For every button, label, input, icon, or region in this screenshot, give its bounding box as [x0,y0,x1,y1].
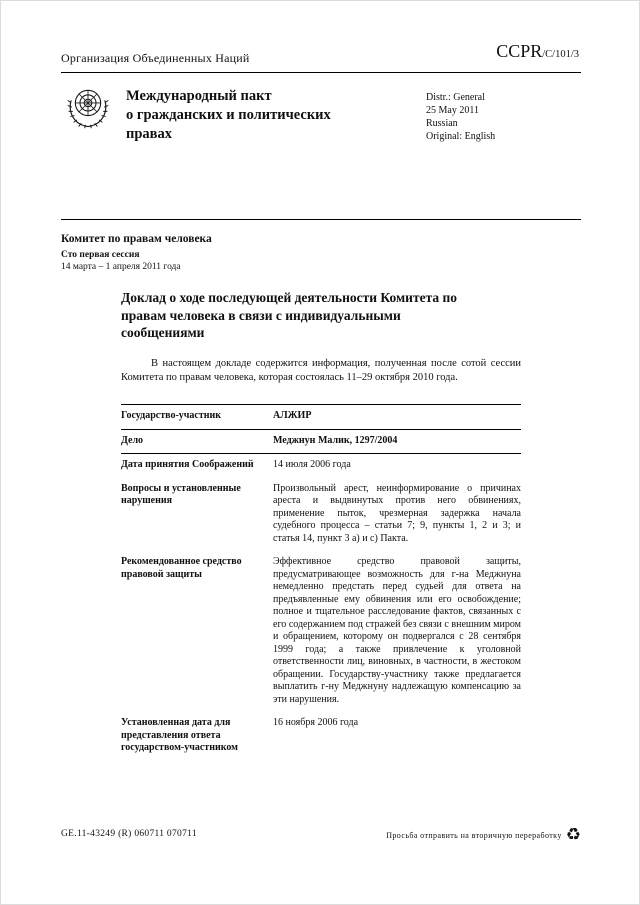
session-dates: 14 марта – 1 апреля 2011 года [61,262,181,272]
doc-symbol-suffix: /C/101/3 [542,49,579,60]
document-code: GE.11-43249 (R) 060711 070711 [61,829,197,839]
followup-table [121,404,521,761]
masthead-rule [61,219,581,220]
covenant-title-line: о гражданских и политических [126,107,331,123]
covenant-title [126,87,406,144]
recycle-text: Просьба отправить на вторичную переработку [386,831,562,840]
row-label: Дата принятия Соображений [121,459,254,470]
recycle-icon: ♻ [565,825,581,845]
distribution-block [426,91,495,143]
header-rule [61,72,581,73]
recycle-notice [386,827,581,844]
row-value: АЛЖИР [273,410,312,421]
row-value: Меджнун Малик, 1297/2004 [273,434,398,446]
table-row [121,405,521,430]
table-row [121,454,521,478]
covenant-title-line: Международный пакт [126,88,272,104]
doc-symbol [496,41,579,62]
org-name: Организация Объединенных Наций [61,51,250,65]
row-value: 16 ноября 2006 года [273,717,359,728]
row-label: Дело [121,434,144,446]
table-row [121,430,521,455]
committee-name: Комитет по правам человека [61,233,212,245]
row-value: Произвольный арест, неинформирование о причинах ареста и выдвинутых против него обвинениях, применение пыток, чрезмерная задержка начала судебного процесса – статьи 7; 9, пункты 1, 2 и 3; и статья 14, пункт 3 a) и c) Пакта. [273,482,521,544]
table-row [121,712,521,761]
table-row [121,478,521,552]
distr-line: Distr.: General [426,92,485,103]
table-row [121,551,521,712]
covenant-title-line: правах [126,126,172,142]
distr-language: Russian [426,118,458,129]
report-title: Доклад о ходе последующей деятельности Комитета по правам человека в связи с индивидуальными сообщениями [121,290,458,340]
distr-date: 25 May 2011 [426,105,479,116]
row-label: Вопросы и установленные нарушения [121,482,241,506]
row-label: Установленная дата для представления ответа государством-участником [121,717,238,753]
row-value: Эффективное средство правовой защиты, предусматривающее возможность для г-на Меджнуна немедленно предстать перед судьей для ответа на предъявленные ему обвинения или его освобождение; полное и тщательное расследование фактов, связанных с его содержанием под стражей без связи с внешним миром и обращением, которому он подвергался с 28 сентября 1999 года; а также привлечение к уголовной ответственности лиц, виновных, в частности, в жестоком обращении. Государству-участнику также предлагается выплатить г-ну Меджнуну надлежащую компенсацию за эти нарушения. [273,556,521,705]
report-intro: В настоящем докладе содержится информация, полученная после сотой сессии Комитета по правам человека, которая состоялась 11–29 октября 2010 года. [121,358,521,383]
doc-symbol-main: CCPR [496,41,543,61]
row-label: Государство-участник [121,410,222,421]
row-value: 14 июля 2006 года [273,459,351,470]
un-emblem-icon [61,81,115,140]
row-label: Рекомендованное средство правовой защиты [121,556,242,580]
session-title: Сто первая сессия [61,250,140,260]
distr-original: Original: English [426,131,496,142]
